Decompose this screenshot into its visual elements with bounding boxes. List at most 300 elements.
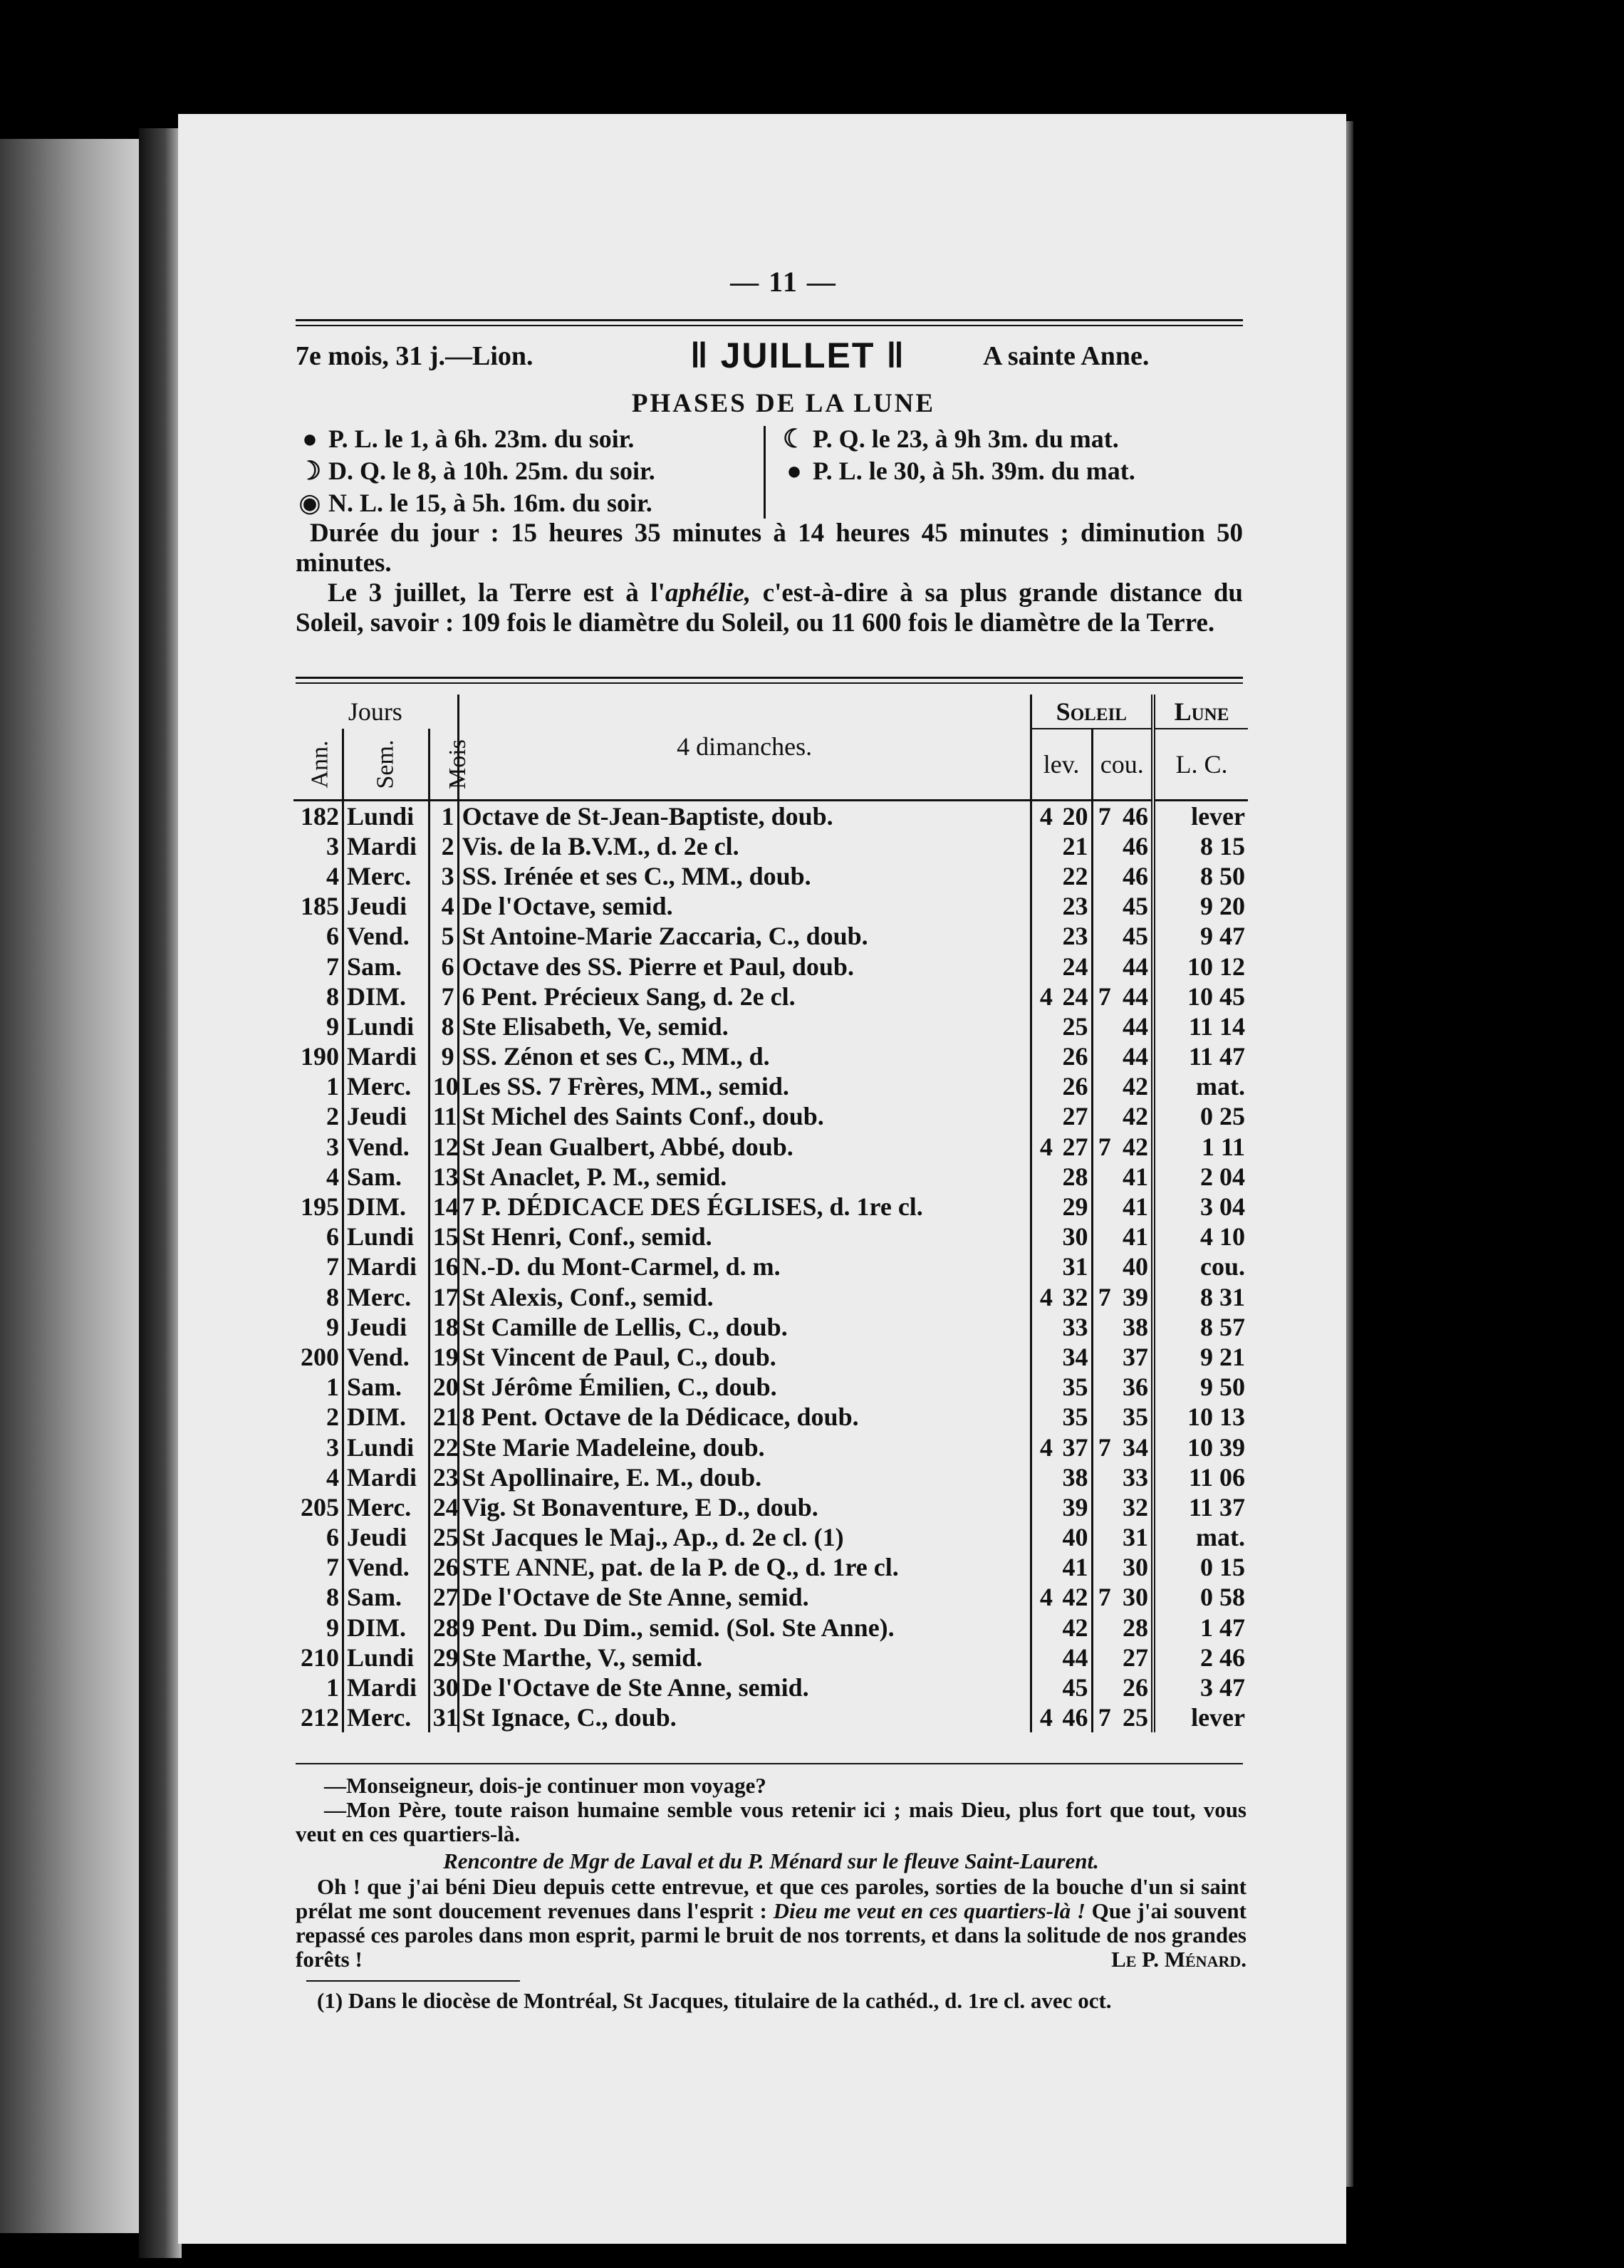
sunset-hour-cell xyxy=(1092,1673,1114,1702)
sunrise-hour-cell xyxy=(1031,1192,1056,1222)
weekday-cell: Lundi xyxy=(343,1643,430,1673)
book-binding xyxy=(139,128,182,2258)
weekday-cell: Mardi xyxy=(343,1673,430,1702)
sunrise-min-cell: 37 xyxy=(1056,1432,1092,1462)
moon-cell: 9 50 xyxy=(1200,1373,1245,1402)
ann-column-header: Ann. xyxy=(293,729,343,800)
phase-full-moon-2 xyxy=(780,456,1135,487)
sunrise-min-cell: 30 xyxy=(1056,1222,1092,1252)
moon-cell: 10 39 xyxy=(1187,1432,1245,1462)
cou-header: cou. xyxy=(1092,729,1153,800)
weekday-cell: Merc. xyxy=(343,1282,430,1312)
sunrise-hour-cell xyxy=(1031,1101,1056,1131)
sunset-hour-cell xyxy=(1092,1101,1114,1131)
ann-cell: 200 xyxy=(293,1342,343,1372)
feast-cell: De l'Octave, semid. xyxy=(458,891,1031,921)
sunrise-min-cell: 21 xyxy=(1056,831,1092,861)
sunset-min-cell: 41 xyxy=(1114,1162,1153,1192)
day-cell: 16 xyxy=(429,1252,458,1281)
sunrise-hour-cell: 4 xyxy=(1039,1282,1053,1311)
sunset-min-cell: 44 xyxy=(1114,1011,1153,1041)
quote-line-2: —Mon Père, toute raison humaine semble vous retenir ici ; mais Dieu, plus fort que tout, vous veut en ces quartiers-là. xyxy=(296,1797,1246,1846)
sunrise-min-cell: 22 xyxy=(1056,861,1092,891)
feast-cell: St Jacques le Maj., Ap., d. 2e cl. (1) xyxy=(458,1522,1031,1552)
sunrise-min-cell: 46 xyxy=(1056,1702,1092,1732)
day-cell: 6 xyxy=(429,951,458,981)
weekday-cell: DIM. xyxy=(343,1192,430,1222)
weekday-cell: Sam. xyxy=(343,1372,430,1402)
weekday-cell: Merc. xyxy=(343,1492,430,1522)
moon-cell: mat. xyxy=(1196,1523,1245,1552)
moon-cell: 9 20 xyxy=(1200,892,1245,921)
ann-cell: 210 xyxy=(293,1643,343,1673)
day-cell: 23 xyxy=(429,1462,458,1492)
ann-cell: 6 xyxy=(293,921,343,951)
sunset-min-cell: 41 xyxy=(1114,1222,1153,1252)
day-cell: 7 xyxy=(429,982,458,1011)
sunset-hour-cell xyxy=(1092,1613,1114,1643)
sunset-hour-cell xyxy=(1092,831,1114,861)
table-row xyxy=(293,1582,1248,1612)
sunset-hour-cell: 7 xyxy=(1098,801,1111,831)
table-row xyxy=(293,1372,1248,1402)
ann-cell: 9 xyxy=(293,1312,343,1342)
feast-cell: Ste Marie Madeleine, doub. xyxy=(458,1432,1031,1462)
moon-cell: 0 25 xyxy=(1200,1102,1245,1131)
feast-cell: Ste Marthe, V., semid. xyxy=(458,1643,1031,1673)
sunrise-min-cell: 31 xyxy=(1056,1252,1092,1281)
feast-cell: 9 Pent. Du Dim., semid. (Sol. Ste Anne). xyxy=(458,1613,1031,1643)
moon-cell: 11 06 xyxy=(1188,1462,1245,1492)
top-rule-thin xyxy=(296,325,1243,326)
sunset-min-cell: 30 xyxy=(1114,1582,1153,1612)
last-quarter-icon: ☽ xyxy=(298,457,322,485)
table-row xyxy=(293,831,1248,861)
soleil-header: Soleil xyxy=(1031,695,1153,729)
sunrise-min-cell: 24 xyxy=(1056,951,1092,981)
weekday-cell: DIM. xyxy=(343,982,430,1011)
calendar-table xyxy=(293,695,1248,1732)
feast-cell: 6 Pent. Précieux Sang, d. 2e cl. xyxy=(458,982,1031,1011)
moon-cell: 1 11 xyxy=(1201,1132,1245,1161)
sunset-hour-cell xyxy=(1092,921,1114,951)
weekday-cell: Sam. xyxy=(343,951,430,981)
table-row xyxy=(293,1312,1248,1342)
table-top-rule-thin xyxy=(296,682,1243,684)
sunrise-hour-cell xyxy=(1031,1011,1056,1041)
moon-cell: 8 50 xyxy=(1200,861,1245,890)
feast-cell: St Anaclet, P. M., semid. xyxy=(458,1162,1031,1192)
ann-cell: 1 xyxy=(293,1071,343,1101)
sunrise-min-cell: 35 xyxy=(1056,1372,1092,1402)
moon-cell: 8 57 xyxy=(1200,1312,1245,1341)
aphelion-term: aphélie, xyxy=(665,578,751,608)
ann-cell: 182 xyxy=(293,800,343,831)
weekday-cell: Jeudi xyxy=(343,1522,430,1552)
table-row xyxy=(293,982,1248,1011)
day-cell: 4 xyxy=(429,891,458,921)
aphelion-text-a: Le 3 juillet, la Terre est à l' xyxy=(328,578,665,608)
moon-cell: 0 58 xyxy=(1200,1583,1245,1612)
moon-cell: 10 13 xyxy=(1187,1403,1245,1432)
day-cell: 24 xyxy=(429,1492,458,1522)
full-moon-icon: ● xyxy=(302,425,318,453)
sunset-min-cell: 38 xyxy=(1114,1312,1153,1342)
table-row xyxy=(293,1252,1248,1281)
day-cell: 8 xyxy=(429,1011,458,1041)
weekday-cell: Vend. xyxy=(343,1132,430,1162)
ann-cell: 195 xyxy=(293,1192,343,1222)
sunset-min-cell: 32 xyxy=(1114,1492,1153,1522)
feast-cell: St Henri, Conf., semid. xyxy=(458,1222,1031,1252)
sunset-min-cell: 35 xyxy=(1114,1402,1153,1432)
ann-cell: 2 xyxy=(293,1402,343,1432)
table-row xyxy=(293,1613,1248,1643)
sunrise-hour-cell: 4 xyxy=(1039,801,1053,831)
sunrise-hour-cell xyxy=(1031,1041,1056,1071)
sunset-min-cell: 44 xyxy=(1114,951,1153,981)
sunrise-hour-cell: 4 xyxy=(1039,1432,1053,1462)
day-cell: 18 xyxy=(429,1312,458,1342)
table-row xyxy=(293,1162,1248,1192)
ann-cell: 9 xyxy=(293,1011,343,1041)
sunrise-min-cell: 25 xyxy=(1056,1011,1092,1041)
sunrise-hour-cell: 4 xyxy=(1039,1583,1053,1612)
sunset-hour-cell xyxy=(1092,1552,1114,1582)
weekday-cell: Merc. xyxy=(343,861,430,891)
weekday-cell: Jeudi xyxy=(343,1312,430,1342)
sunset-hour-cell: 7 xyxy=(1098,1282,1111,1311)
sunset-min-cell: 30 xyxy=(1114,1552,1153,1582)
sunrise-hour-cell: 4 xyxy=(1039,982,1053,1011)
feast-cell: St Michel des Saints Conf., doub. xyxy=(458,1101,1031,1131)
table-row xyxy=(293,1132,1248,1162)
sunrise-min-cell: 42 xyxy=(1056,1613,1092,1643)
feast-cell: Les SS. 7 Frères, MM., semid. xyxy=(458,1071,1031,1101)
day-cell: 13 xyxy=(429,1162,458,1192)
aphelion-note xyxy=(296,578,1243,638)
day-cell: 29 xyxy=(429,1643,458,1673)
ann-cell: 8 xyxy=(293,1582,343,1612)
top-rule xyxy=(296,319,1243,321)
ann-cell: 7 xyxy=(293,1552,343,1582)
sunrise-hour-cell xyxy=(1031,1312,1056,1342)
sunset-hour-cell xyxy=(1092,1011,1114,1041)
sunrise-min-cell: 29 xyxy=(1056,1192,1092,1222)
moon-cell: lever xyxy=(1191,1703,1245,1732)
day-cell: 5 xyxy=(429,921,458,951)
sunrise-hour-cell xyxy=(1031,831,1056,861)
feast-cell: St Camille de Lellis, C., doub. xyxy=(458,1312,1031,1342)
sunset-min-cell: 39 xyxy=(1114,1282,1153,1312)
phases-divider xyxy=(764,426,766,519)
moon-cell: 11 37 xyxy=(1188,1492,1245,1521)
feast-cell: St Apollinaire, E. M., doub. xyxy=(458,1462,1031,1492)
sunset-min-cell: 40 xyxy=(1114,1252,1153,1281)
sunrise-hour-cell xyxy=(1031,1402,1056,1432)
moon-cell: 4 10 xyxy=(1200,1222,1245,1252)
moon-cell: 8 15 xyxy=(1200,831,1245,860)
sunrise-min-cell: 23 xyxy=(1056,891,1092,921)
lev-header: lev. xyxy=(1031,729,1092,800)
sunrise-hour-cell xyxy=(1031,861,1056,891)
ann-cell: 8 xyxy=(293,982,343,1011)
phase-new-moon xyxy=(296,488,652,519)
sunset-hour-cell xyxy=(1092,1192,1114,1222)
phase-text: P. L. le 30, à 5h. 39m. du mat. xyxy=(813,457,1135,485)
sunrise-hour-cell xyxy=(1031,1522,1056,1552)
day-cell: 26 xyxy=(429,1552,458,1582)
feast-cell: De l'Octave de Ste Anne, semid. xyxy=(458,1673,1031,1702)
moon-cell: 10 45 xyxy=(1187,982,1245,1011)
menard-quote-b: Que j'ai souvent repassé ces paroles dans mon esprit, parmi le bruit de nos torrents, et dans la solitude de nos grandes forêts ! xyxy=(296,1898,1246,1972)
feast-cell: St Vincent de Paul, C., doub. xyxy=(458,1342,1031,1372)
mois-column-header: Mois xyxy=(429,729,458,800)
weekday-cell: Sam. xyxy=(343,1162,430,1192)
phase-text: P. Q. le 23, à 9h 3m. du mat. xyxy=(813,425,1119,453)
moon-cell: 11 47 xyxy=(1188,1042,1245,1071)
table-row xyxy=(293,891,1248,921)
sunset-hour-cell xyxy=(1092,1462,1114,1492)
menard-quote-italic: Dieu me veut en ces quartiers-là ! xyxy=(773,1898,1086,1923)
sunset-min-cell: 42 xyxy=(1114,1071,1153,1101)
footnote-rule xyxy=(306,1980,520,1982)
sunrise-min-cell: 35 xyxy=(1056,1402,1092,1432)
ann-cell: 7 xyxy=(293,1252,343,1281)
day-cell: 31 xyxy=(429,1702,458,1732)
sunrise-hour-cell xyxy=(1031,1492,1056,1522)
table-row xyxy=(293,1342,1248,1372)
day-cell: 11 xyxy=(429,1101,458,1131)
weekday-cell: Vend. xyxy=(343,1342,430,1372)
day-cell: 1 xyxy=(429,800,458,831)
day-cell: 19 xyxy=(429,1342,458,1372)
sunrise-min-cell: 28 xyxy=(1056,1162,1092,1192)
table-row xyxy=(293,1402,1248,1432)
table-row xyxy=(293,1552,1248,1582)
phase-full-moon-1 xyxy=(296,424,634,455)
sunset-min-cell: 45 xyxy=(1114,891,1153,921)
sunset-min-cell: 41 xyxy=(1114,1192,1153,1222)
ann-cell: 6 xyxy=(293,1522,343,1552)
quote-source xyxy=(296,1849,1246,1873)
month-name: JUILLET xyxy=(720,335,875,375)
new-moon-icon: ◉ xyxy=(298,489,321,517)
ann-cell: 2 xyxy=(293,1101,343,1131)
weekday-cell: Merc. xyxy=(343,1071,430,1101)
sunrise-hour-cell xyxy=(1031,1372,1056,1402)
left-facing-page xyxy=(0,139,142,2233)
phase-first-quarter xyxy=(780,424,1119,455)
feast-cell: 8 Pent. Octave de la Dédicace, doub. xyxy=(458,1402,1031,1432)
feast-cell: SS. Irénée et ses C., MM., doub. xyxy=(458,861,1031,891)
feast-cell: Octave des SS. Pierre et Paul, doub. xyxy=(458,951,1031,981)
sunset-hour-cell xyxy=(1092,1402,1114,1432)
day-cell: 17 xyxy=(429,1282,458,1312)
phases-title: PHASES DE LA LUNE xyxy=(631,389,936,418)
sunset-hour-cell xyxy=(1092,1071,1114,1101)
moon-cell: 0 15 xyxy=(1200,1553,1245,1582)
sunset-min-cell: 44 xyxy=(1114,1041,1153,1071)
sunset-min-cell: 46 xyxy=(1114,861,1153,891)
ann-cell: 3 xyxy=(293,831,343,861)
sunrise-hour-cell xyxy=(1031,1673,1056,1702)
sunset-min-cell: 28 xyxy=(1114,1613,1153,1643)
lc-header: L. C. xyxy=(1175,749,1228,779)
weekday-cell: Lundi xyxy=(343,1432,430,1462)
day-cell: 20 xyxy=(429,1372,458,1402)
feast-cell: Octave de St-Jean-Baptiste, doub. xyxy=(458,800,1031,831)
sunset-hour-cell xyxy=(1092,861,1114,891)
moon-cell: 10 12 xyxy=(1187,952,1245,981)
weekday-cell: DIM. xyxy=(343,1402,430,1432)
sunrise-min-cell: 40 xyxy=(1056,1522,1092,1552)
moon-cell: 8 31 xyxy=(1200,1282,1245,1311)
sunrise-hour-cell xyxy=(1031,1462,1056,1492)
sunset-min-cell: 25 xyxy=(1114,1702,1153,1732)
weekday-cell: Sam. xyxy=(343,1582,430,1612)
sunset-hour-cell xyxy=(1092,1643,1114,1673)
day-cell: 14 xyxy=(429,1192,458,1222)
lune-header: Lune xyxy=(1153,695,1248,729)
sunset-hour-cell xyxy=(1092,1252,1114,1281)
feast-cell: N.-D. du Mont-Carmel, d. m. xyxy=(458,1252,1031,1281)
ann-cell: 4 xyxy=(293,861,343,891)
day-cell: 30 xyxy=(429,1673,458,1702)
sunset-hour-cell: 7 xyxy=(1098,1703,1111,1732)
weekday-cell: Mardi xyxy=(343,831,430,861)
sunrise-hour-cell xyxy=(1031,1252,1056,1281)
feast-cell: Vig. St Bonaventure, E D., doub. xyxy=(458,1492,1031,1522)
moon-cell: 2 04 xyxy=(1200,1162,1245,1191)
feast-cell: STE ANNE, pat. de la P. de Q., d. 1re cl. xyxy=(458,1552,1031,1582)
sunset-min-cell: 42 xyxy=(1114,1132,1153,1162)
day-cell: 27 xyxy=(429,1582,458,1612)
sunrise-hour-cell xyxy=(1031,1643,1056,1673)
phase-text: N. L. le 15, à 5h. 16m. du soir. xyxy=(328,489,652,517)
day-length-note: Durée du jour : 15 heures 35 minutes à 14 heures 45 minutes ; diminution 50 minutes. xyxy=(296,519,1243,578)
table-bottom-rule xyxy=(296,1763,1243,1764)
sunrise-hour-cell xyxy=(1031,1552,1056,1582)
table-row xyxy=(293,1011,1248,1041)
sunrise-min-cell: 39 xyxy=(1056,1492,1092,1522)
weekday-cell: Jeudi xyxy=(343,1101,430,1131)
sunset-min-cell: 45 xyxy=(1114,921,1153,951)
ann-cell: 212 xyxy=(293,1702,343,1732)
weekday-cell: Mardi xyxy=(343,1041,430,1071)
weekday-cell: Lundi xyxy=(343,1011,430,1041)
ann-cell: 7 xyxy=(293,951,343,981)
day-cell: 15 xyxy=(429,1222,458,1252)
sunset-hour-cell: 7 xyxy=(1098,1132,1111,1161)
table-row xyxy=(293,861,1248,891)
feast-cell: St Ignace, C., doub. xyxy=(458,1702,1031,1732)
day-cell: 3 xyxy=(429,861,458,891)
feast-cell: SS. Zénon et ses C., MM., d. xyxy=(458,1041,1031,1071)
weekday-cell: Mardi xyxy=(343,1462,430,1492)
sunset-min-cell: 37 xyxy=(1114,1342,1153,1372)
day-cell: 9 xyxy=(429,1041,458,1071)
sunrise-min-cell: 33 xyxy=(1056,1312,1092,1342)
moon-cell: 1 47 xyxy=(1200,1613,1245,1642)
moon-cell: cou. xyxy=(1200,1252,1245,1281)
weekday-cell: Vend. xyxy=(343,1552,430,1582)
moon-cell: lever xyxy=(1191,801,1245,831)
table-row xyxy=(293,1192,1248,1222)
sunset-hour-cell xyxy=(1092,1222,1114,1252)
month-info: 7e mois, 31 j.—Lion. xyxy=(296,341,533,371)
sunrise-hour-cell xyxy=(1031,1162,1056,1192)
footnote: (1) Dans le diocèse de Montréal, St Jacques, titulaire de la cathéd., d. 1re cl. avec oct. xyxy=(317,1988,1112,2013)
feast-cell: 7 P. DÉDICACE DES ÉGLISES, d. 1re cl. xyxy=(458,1192,1031,1222)
ann-cell: 1 xyxy=(293,1372,343,1402)
feast-cell: Ste Elisabeth, Ve, semid. xyxy=(458,1011,1031,1041)
moon-cell: 3 04 xyxy=(1200,1192,1245,1222)
sunset-hour-cell: 7 xyxy=(1098,982,1111,1011)
sunrise-hour-cell: 4 xyxy=(1039,1703,1053,1732)
table-row xyxy=(293,1222,1248,1252)
sem-column-header: Sem. xyxy=(343,729,430,800)
table-row xyxy=(293,951,1248,981)
sunrise-min-cell: 20 xyxy=(1056,800,1092,831)
feast-cell: De l'Octave de Ste Anne, semid. xyxy=(458,1582,1031,1612)
sunrise-hour-cell xyxy=(1031,1222,1056,1252)
quote-line-1: —Monseigneur, dois-je continuer mon voyage? xyxy=(324,1773,766,1798)
sunset-hour-cell: 7 xyxy=(1098,1432,1111,1462)
sunset-min-cell: 26 xyxy=(1114,1673,1153,1702)
sunset-hour-cell xyxy=(1092,1162,1114,1192)
sunset-min-cell: 27 xyxy=(1114,1643,1153,1673)
moon-cell: 2 46 xyxy=(1200,1643,1245,1672)
first-quarter-icon: ☾ xyxy=(782,425,806,453)
sunrise-min-cell: 27 xyxy=(1056,1101,1092,1131)
feast-cell: St Jean Gualbert, Abbé, doub. xyxy=(458,1132,1031,1162)
feast-cell: St Antoine-Marie Zaccaria, C., doub. xyxy=(458,921,1031,951)
phase-text: D. Q. le 8, à 10h. 25m. du soir. xyxy=(328,457,655,485)
signature: Le P. Ménard. xyxy=(1111,1947,1246,1972)
ann-cell: 8 xyxy=(293,1282,343,1312)
sunset-min-cell: 42 xyxy=(1114,1101,1153,1131)
weekday-cell: Lundi xyxy=(343,1222,430,1252)
menard-quote xyxy=(296,1875,1246,1972)
table-row xyxy=(293,921,1248,951)
day-cell: 22 xyxy=(429,1432,458,1462)
sunset-hour-cell xyxy=(1092,891,1114,921)
sunset-min-cell: 46 xyxy=(1114,831,1153,861)
table-row xyxy=(293,1432,1248,1462)
ann-cell: 1 xyxy=(293,1673,343,1702)
ann-cell: 3 xyxy=(293,1132,343,1162)
ann-cell: 6 xyxy=(293,1222,343,1252)
quote-source-text: Rencontre de Mgr de Laval et du P. Ménard sur le fleuve Saint-Laurent. xyxy=(443,1848,1099,1873)
phase-text: P. L. le 1, à 6h. 23m. du soir. xyxy=(328,425,635,453)
day-cell: 25 xyxy=(429,1522,458,1552)
sunset-hour-cell xyxy=(1092,1522,1114,1552)
weekday-cell: Jeudi xyxy=(343,891,430,921)
table-row xyxy=(293,1462,1248,1492)
ann-cell: 4 xyxy=(293,1162,343,1192)
moon-cell: 3 47 xyxy=(1200,1673,1245,1702)
moon-cell: 9 21 xyxy=(1200,1342,1245,1371)
table-row xyxy=(293,1282,1248,1312)
month-title: ‖ JUILLET ‖ xyxy=(689,335,906,375)
moon-cell: 11 14 xyxy=(1188,1011,1245,1041)
month-dedication: A sainte Anne. xyxy=(983,341,1150,371)
sunrise-hour-cell xyxy=(1031,921,1056,951)
sunrise-min-cell: 26 xyxy=(1056,1041,1092,1071)
sunrise-min-cell: 23 xyxy=(1056,921,1092,951)
sunset-min-cell: 46 xyxy=(1114,800,1153,831)
